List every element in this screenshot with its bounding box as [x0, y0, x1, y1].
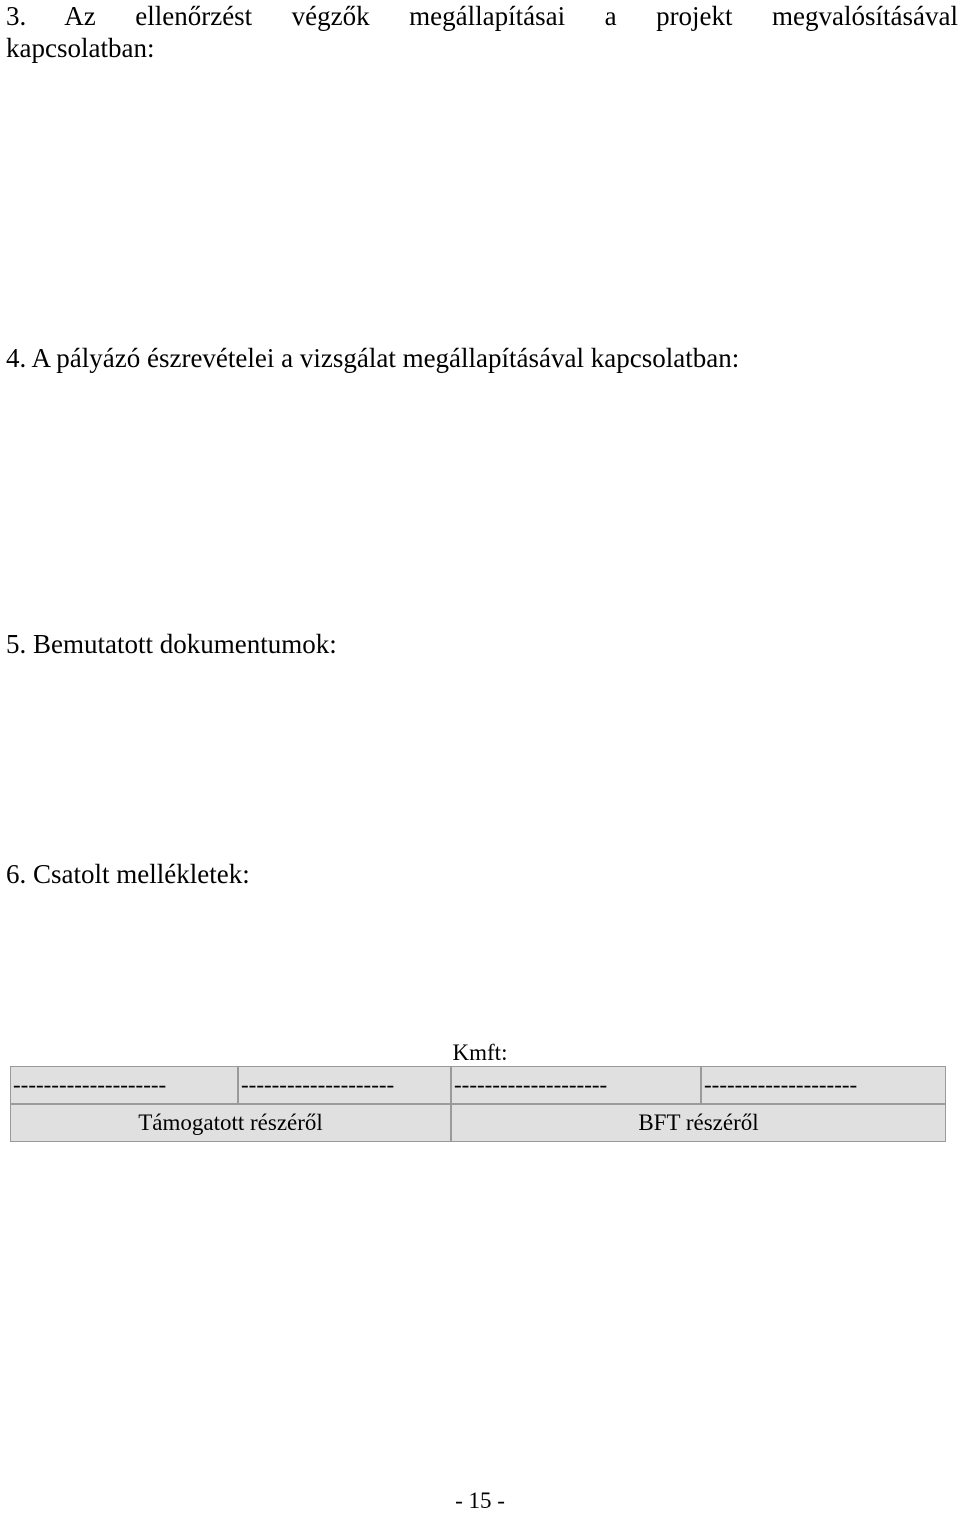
- signature-labels-row: [10, 1104, 946, 1142]
- page-number: - 15 -: [455, 1488, 505, 1513]
- section-4-heading: 4. A pályázó észrevételei a vizsgálat megállapításával kapcsolatban:: [6, 343, 740, 373]
- bft-party-label: BFT részéről: [451, 1104, 946, 1142]
- section-3-heading-line1: 3. Az ellenőrzést végzők megállapításai a projekt megvalósításával: [6, 1, 958, 31]
- signature-line-4: --------------------: [701, 1066, 946, 1104]
- signature-line-2: --------------------: [238, 1066, 451, 1104]
- signature-line-3: --------------------: [451, 1066, 701, 1104]
- section-6-heading: 6. Csatolt mellékletek:: [6, 859, 250, 889]
- kmft-label: Kmft:: [452, 1040, 508, 1065]
- section-5-heading: 5. Bemutatott dokumentumok:: [6, 629, 337, 659]
- signature-table: [10, 1066, 946, 1144]
- signature-lines-row: [10, 1066, 946, 1104]
- supported-party-label: Támogatott részéről: [10, 1104, 451, 1142]
- signature-line-1: --------------------: [10, 1066, 238, 1104]
- section-3-heading-line2: kapcsolatban:: [6, 33, 155, 63]
